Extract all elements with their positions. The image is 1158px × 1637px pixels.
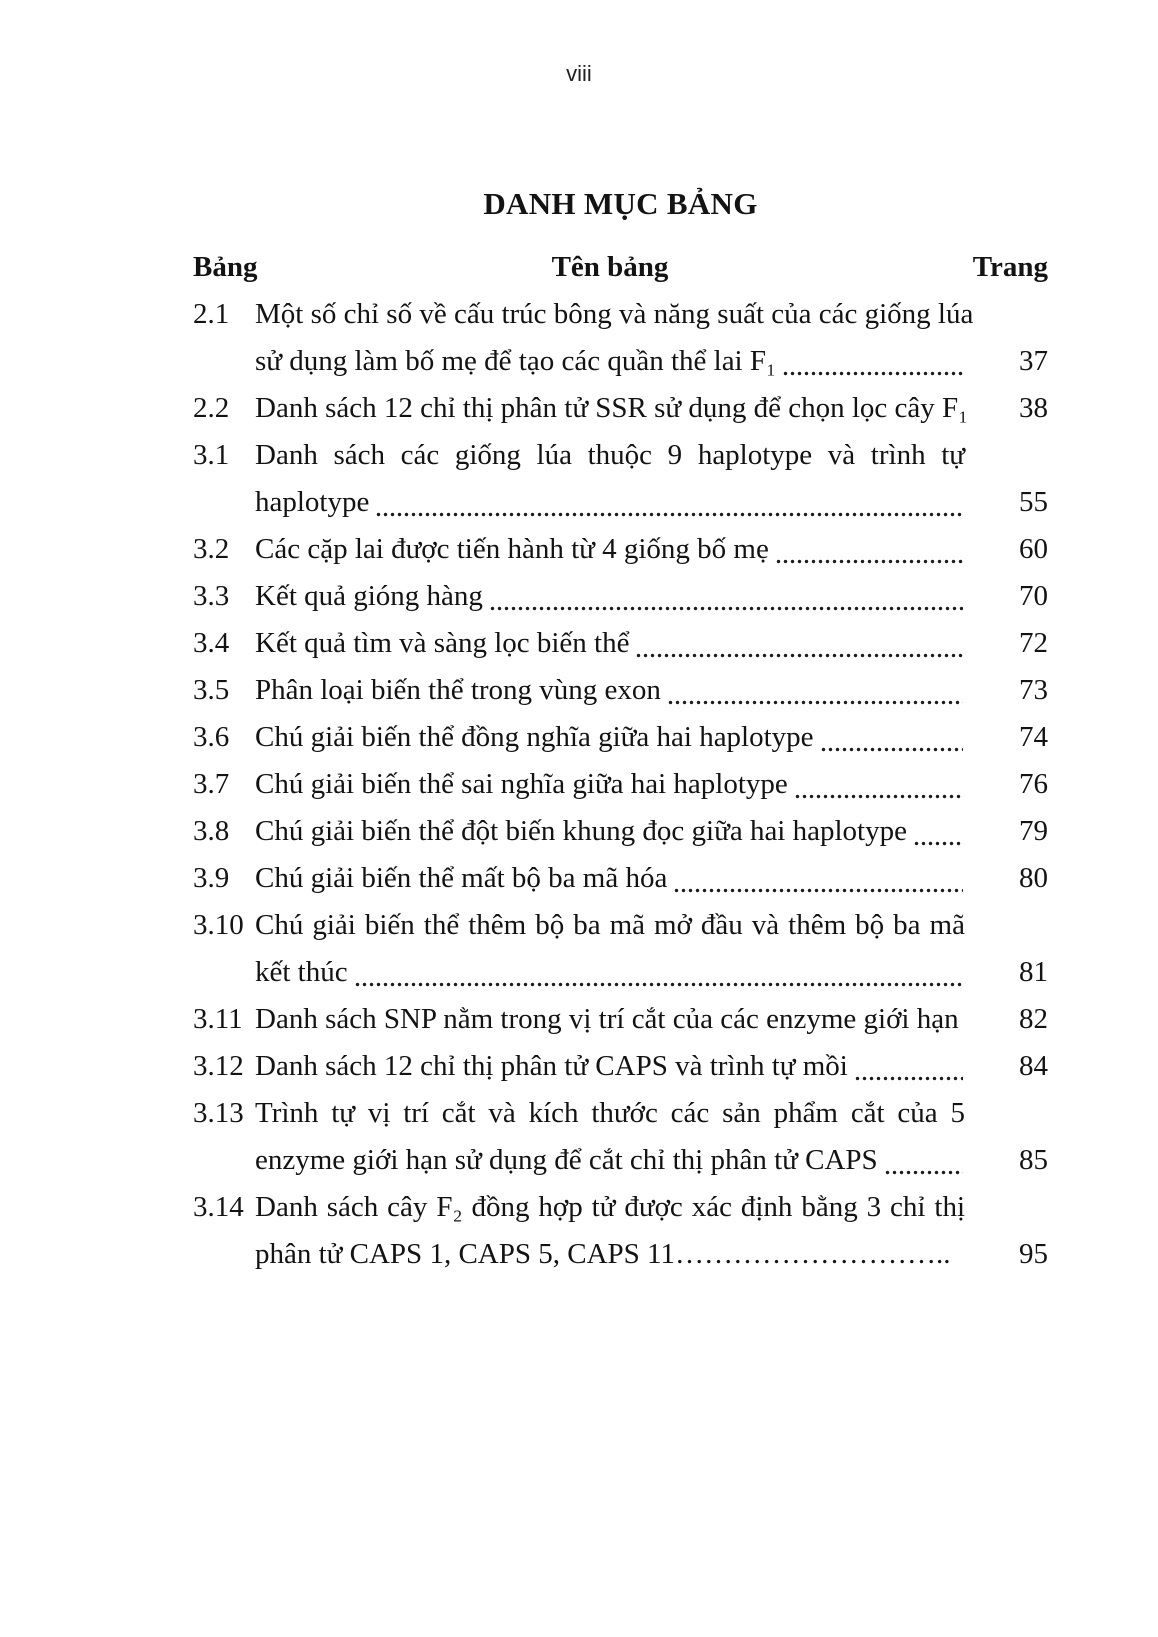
entry-number: 3.9 (193, 862, 230, 894)
entry-line (255, 432, 965, 479)
entry-title (255, 855, 965, 902)
entry-page-number: 76 (1019, 768, 1048, 800)
dot-leader (794, 761, 963, 808)
entry-list (193, 291, 1048, 1278)
entry-line-text: kết thúc (255, 956, 348, 988)
entry-number: 3.11 (193, 1003, 243, 1035)
entry-line-text: Chú giải biến thể sai nghĩa giữa hai haplotype (255, 768, 788, 800)
entry-line-text: Danh sách SNP nằm trong vị trí cắt của các enzyme giới hạn (255, 1003, 959, 1035)
entry-line-text: sử dụng làm bố mẹ để tạo các quần thể lai F₁ (255, 345, 777, 377)
table-row (193, 573, 1048, 620)
entry-title (255, 620, 965, 667)
entry-title (255, 761, 965, 808)
dot-leader (782, 338, 963, 385)
entry-line (255, 667, 965, 714)
table-of-tables (193, 244, 1048, 1278)
entry-title (255, 808, 965, 855)
table-row (193, 714, 1048, 761)
entry-line-text: haplotype (255, 486, 370, 518)
entry-line (255, 1137, 965, 1184)
table-row (193, 620, 1048, 667)
entry-page-number: 81 (1019, 956, 1048, 988)
entry-page-number: 38 (1019, 392, 1048, 424)
dot-leader (913, 808, 963, 855)
entry-title (255, 667, 965, 714)
dot-leader (884, 1137, 963, 1184)
entry-line-text: Danh sách 12 chỉ thị phân tử SSR sử dụng để chọn lọc cây F₁ (255, 392, 969, 424)
entry-number: 3.14 (193, 1191, 244, 1223)
column-header-row (193, 244, 1048, 291)
entry-title (255, 714, 965, 761)
dot-leader (375, 479, 963, 526)
entry-number: 3.8 (193, 815, 230, 847)
table-row (193, 761, 1048, 808)
entry-number: 3.13 (193, 1097, 244, 1129)
entry-line (255, 714, 965, 761)
entry-line (255, 902, 965, 949)
dot-leader (673, 855, 963, 902)
entry-title (255, 902, 965, 996)
page-title: DANH MỤC BẢNG (483, 186, 758, 221)
entry-page-number: 82 (1019, 1003, 1048, 1035)
dot-leader (775, 526, 963, 573)
entry-line-text: Danh sách các giống lúa thuộc 9 haplotype và trình tự (255, 439, 965, 471)
entry-page-number: 60 (1019, 533, 1048, 565)
entry-page-number: 70 (1019, 580, 1048, 612)
entry-title (255, 1090, 965, 1184)
entry-line-text: Chú giải biến thể đột biến khung đọc giữa hai haplotype (255, 815, 907, 847)
entry-line (255, 1043, 965, 1090)
entry-title (255, 526, 965, 573)
entry-title (255, 573, 965, 620)
entry-line (255, 385, 969, 432)
entry-number: 3.5 (193, 674, 230, 706)
entry-line-text: Phân loại biến thể trong vùng exon (255, 674, 661, 706)
table-row (193, 1090, 1048, 1184)
entry-line (255, 855, 965, 902)
entry-line (255, 620, 965, 667)
entry-line (255, 808, 965, 855)
entry-line-text: Danh sách cây F₂ đồng hợp tử được xác định bằng 3 chỉ thị (255, 1191, 965, 1223)
column-header-trang: Trang (972, 251, 1048, 283)
entry-line-text: Các cặp lai được tiến hành từ 4 giống bố mẹ (255, 533, 769, 565)
entry-line (255, 949, 965, 996)
entry-line (255, 291, 974, 338)
table-row (193, 526, 1048, 573)
entry-page-number: 73 (1019, 674, 1048, 706)
entry-page-number: 84 (1019, 1050, 1048, 1082)
column-header-bang: Bảng (193, 251, 258, 283)
entry-line (255, 338, 965, 385)
entry-title (255, 291, 974, 385)
entry-title (255, 1184, 965, 1278)
entry-number: 3.2 (193, 533, 230, 565)
entry-page-number: 55 (1019, 486, 1048, 518)
entry-number: 3.3 (193, 580, 230, 612)
entry-line-text: Danh sách 12 chỉ thị phân tử CAPS và trình tự mồi (255, 1050, 848, 1082)
entry-line-text: Chú giải biến thể mất bộ ba mã hóa (255, 862, 668, 894)
entry-number: 3.4 (193, 627, 230, 659)
entry-number: 3.10 (193, 909, 244, 941)
entry-number: 2.1 (193, 298, 230, 330)
table-row (193, 1043, 1048, 1090)
table-row (193, 667, 1048, 714)
entry-line (255, 526, 965, 573)
entry-page-number: 72 (1019, 627, 1048, 659)
dot-leader (854, 1043, 963, 1090)
table-row (193, 902, 1048, 996)
entry-line-text: Kết quả tìm và sàng lọc biến thể (255, 627, 630, 659)
entry-page-number: 80 (1019, 862, 1048, 894)
entry-number: 3.6 (193, 721, 230, 753)
entry-line (255, 996, 965, 1043)
entry-line-text: enzyme giới hạn sử dụng để cắt chỉ thị phân tử CAPS (255, 1144, 878, 1176)
entry-line (255, 1090, 965, 1137)
entry-page-number: 74 (1019, 721, 1048, 753)
entry-line-text: Chú giải biến thể đồng nghĩa giữa hai haplotype (255, 721, 814, 753)
entry-number: 2.2 (193, 392, 230, 424)
entry-line-text: Trình tự vị trí cắt và kích thước các sản phẩm cắt của 5 (255, 1097, 965, 1129)
entry-line (255, 479, 965, 526)
entry-line (255, 761, 965, 808)
column-header-ten-bang: Tên bảng (551, 251, 669, 283)
dot-leader (489, 573, 963, 620)
table-row (193, 291, 1048, 385)
dot-leader (667, 667, 963, 714)
table-row (193, 385, 1048, 432)
entry-page-number: 95 (1019, 1238, 1048, 1270)
entry-page-number: 79 (1019, 815, 1048, 847)
table-row (193, 855, 1048, 902)
entry-title (255, 1043, 965, 1090)
entry-line (255, 1184, 965, 1231)
entry-title (255, 385, 969, 432)
table-row (193, 1184, 1048, 1278)
entry-number: 3.1 (193, 439, 230, 471)
entry-line-text: Kết quả gióng hàng (255, 580, 483, 612)
entry-line-text: phân tử CAPS 1, CAPS 5, CAPS 11……………………….. (255, 1238, 951, 1270)
page-number: viii (566, 61, 592, 86)
entry-line-text: Một số chỉ số về cấu trúc bông và năng suất của các giống lúa (255, 298, 974, 330)
table-row (193, 996, 1048, 1043)
dot-leader (820, 714, 963, 761)
entry-title (255, 996, 965, 1043)
entry-line (255, 1231, 965, 1278)
dot-leader (354, 949, 963, 996)
entry-number: 3.7 (193, 768, 230, 800)
entry-page-number: 85 (1019, 1144, 1048, 1176)
entry-title (255, 432, 965, 526)
entry-number: 3.12 (193, 1050, 244, 1082)
table-row (193, 432, 1048, 526)
entry-line (255, 573, 965, 620)
entry-line-text: Chú giải biến thể thêm bộ ba mã mở đầu và thêm bộ ba mã (255, 909, 965, 941)
dot-leader (635, 620, 963, 667)
table-row (193, 808, 1048, 855)
entry-page-number: 37 (1019, 345, 1048, 377)
